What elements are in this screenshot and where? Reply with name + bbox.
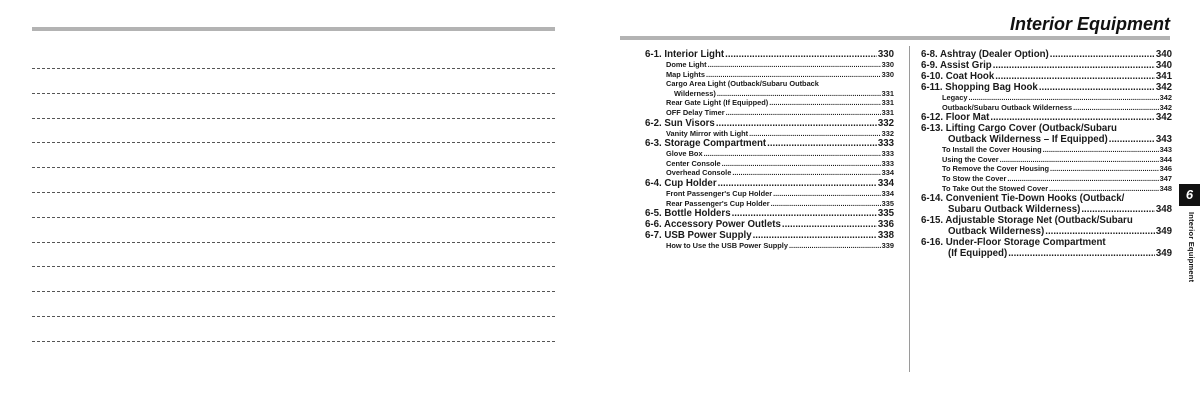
leader-dots — [1049, 184, 1159, 194]
toc-entry-label: To Stow the Cover — [942, 173, 1007, 183]
toc-entry-label: 6-13. Lifting Cargo Cover (Outback/Subaru — [921, 123, 1117, 135]
toc-entry[interactable] — [645, 189, 894, 199]
toc-entry-label: Front Passenger's Cup Holder — [666, 188, 773, 198]
toc-page-number: 349 — [1155, 226, 1172, 238]
note-line — [32, 192, 555, 193]
toc-page-number: 332 — [877, 117, 894, 129]
leader-dots — [990, 112, 1154, 123]
leader-dots — [718, 178, 877, 189]
toc-entry-label: Rear Gate Light (If Equipped) — [666, 98, 769, 108]
toc-entry-label: Cargo Area Light (Outback/Subaru Outback — [666, 79, 819, 89]
leader-dots — [1039, 82, 1155, 93]
leader-dots — [1050, 164, 1159, 174]
toc-page-number: 331 — [881, 88, 894, 98]
toc-page-number: 343 — [1155, 134, 1172, 146]
note-line — [32, 316, 555, 317]
toc-entry[interactable] — [645, 129, 894, 139]
toc-entry-label: 6-9. Assist Grip — [921, 60, 992, 71]
toc-entry-label: Dome Light — [666, 60, 707, 69]
toc-entry-label: 6-2. Sun Visors — [645, 117, 715, 129]
toc-page-number: 348 — [1155, 204, 1172, 216]
toc-entry-label: 6-8. Ashtray (Dealer Option) — [921, 49, 1049, 60]
note-line — [32, 142, 555, 143]
leader-dots — [706, 70, 881, 80]
toc-entry[interactable] — [921, 71, 1172, 82]
leader-dots — [749, 129, 881, 139]
toc-entry-label-continued: (If Equipped) — [948, 248, 1008, 260]
note-line — [32, 167, 555, 168]
toc-entry[interactable] — [921, 164, 1172, 174]
toc-page-number: 330 — [881, 69, 894, 79]
leader-dots — [704, 149, 881, 159]
leader-dots — [773, 189, 881, 199]
toc-entry[interactable] — [645, 70, 894, 80]
toc-entry-label: 6-10. Coat Hook — [921, 71, 995, 82]
toc-entry-label: 6-15. Adjustable Storage Net (Outback/Subaru — [921, 215, 1133, 227]
toc-page-number: 339 — [881, 241, 894, 251]
toc-page-number: 334 — [877, 177, 894, 189]
toc-entry[interactable] — [645, 168, 894, 178]
toc-page-number: 338 — [877, 230, 894, 242]
toc-page-number: 336 — [877, 219, 894, 231]
toc-entry-label: To Take Out the Stowed Cover — [942, 183, 1049, 193]
leader-dots — [993, 60, 1155, 71]
toc-entry[interactable] — [645, 178, 894, 189]
leader-dots — [726, 108, 881, 118]
chapter-side-label: Interior Equipment — [1187, 212, 1196, 283]
toc-entry-label-continued: Outback Wilderness) — [948, 226, 1045, 238]
toc-page-number: 341 — [1155, 71, 1172, 82]
toc-entry[interactable] — [645, 60, 894, 70]
toc-entry-label: To Remove the Cover Housing — [942, 164, 1050, 174]
toc-entry[interactable] — [921, 184, 1172, 194]
toc-entry-label: Center Console — [666, 158, 721, 168]
toc-page-number: 334 — [881, 168, 894, 178]
top-rule — [620, 36, 1170, 40]
leader-dots — [782, 219, 877, 230]
leader-dots — [732, 208, 877, 219]
leader-dots — [722, 159, 881, 169]
toc-page-number: 333 — [881, 158, 894, 168]
leader-dots — [771, 199, 881, 209]
toc-entry[interactable] — [921, 174, 1172, 184]
toc-entry[interactable] — [921, 215, 1172, 237]
toc-entry-label-continued: Wilderness) — [674, 88, 716, 98]
toc-entry[interactable] — [921, 123, 1172, 145]
toc-entry[interactable] — [921, 145, 1172, 155]
toc-entry[interactable] — [645, 118, 894, 129]
toc-entry[interactable] — [921, 155, 1172, 165]
toc-entry[interactable] — [921, 60, 1172, 71]
toc-entry[interactable] — [645, 208, 894, 219]
column-divider — [909, 46, 910, 372]
toc-entry-label: How to Use the USB Power Supply — [666, 241, 788, 251]
toc-page-number: 347 — [1159, 173, 1172, 183]
leader-dots — [1043, 145, 1159, 155]
toc-entry-label: 6-7. USB Power Supply — [645, 230, 752, 242]
toc-entry-label: Outback/Subaru Outback Wilderness — [942, 102, 1073, 112]
toc-entry[interactable] — [921, 103, 1172, 113]
toc-entry-label: Vanity Mirror with Light — [666, 128, 749, 138]
toc-page-number: 331 — [881, 107, 894, 117]
toc-entry-label: 6-12. Floor Mat — [921, 112, 990, 124]
toc-entry[interactable] — [645, 219, 894, 230]
toc-entry[interactable] — [921, 82, 1172, 93]
toc-entry-label: Map Lights — [666, 69, 706, 79]
leader-dots — [1050, 49, 1155, 60]
leader-dots — [968, 93, 1158, 103]
note-line — [32, 341, 555, 342]
leader-dots — [1109, 134, 1155, 145]
toc-entry[interactable] — [921, 112, 1172, 123]
toc-page-number: 335 — [877, 208, 894, 220]
leader-dots — [995, 71, 1155, 82]
toc-entry[interactable] — [921, 93, 1172, 103]
toc-entry[interactable] — [921, 237, 1172, 259]
note-line — [32, 291, 555, 292]
toc-entry[interactable] — [645, 230, 894, 241]
toc-entry[interactable] — [645, 159, 894, 169]
toc-entry[interactable] — [921, 193, 1172, 215]
toc-entry[interactable] — [645, 49, 894, 60]
leader-dots — [732, 168, 880, 178]
top-rule — [32, 27, 555, 31]
toc-entry-label: Glove Box — [666, 149, 703, 159]
toc-entry-label: 6-6. Accessory Power Outlets — [645, 219, 781, 231]
toc-entry-label: OFF Delay Timer — [666, 107, 725, 117]
toc-page-number: 348 — [1159, 183, 1172, 193]
toc-page-number: 343 — [1159, 145, 1172, 155]
leader-dots — [716, 118, 877, 129]
toc-page-number: 344 — [1159, 154, 1172, 164]
page-title: Interior Equipment — [1009, 14, 1170, 34]
leader-dots — [1045, 226, 1155, 237]
leader-dots — [1000, 155, 1159, 165]
toc-page-number: 332 — [881, 128, 894, 138]
toc-entry-label: Using the Cover — [942, 154, 999, 164]
toc-entry[interactable] — [645, 108, 894, 118]
toc-entry-label: Rear Passenger's Cup Holder — [666, 198, 770, 208]
toc-page-number: 335 — [881, 198, 894, 208]
toc-entry-label: 6-1. Interior Light — [645, 49, 725, 60]
toc-entry[interactable] — [645, 241, 894, 251]
note-line — [32, 118, 555, 119]
toc-entry-label: 6-14. Convenient Tie-Down Hooks (Outback/ — [921, 193, 1125, 205]
toc-page-number: 333 — [877, 138, 894, 150]
toc-entry-label: 6-5. Bottle Holders — [645, 208, 731, 220]
toc-page-number: 342 — [1159, 93, 1172, 102]
toc-page-number: 331 — [881, 98, 894, 108]
toc-page-number: 342 — [1159, 102, 1172, 112]
leader-dots — [725, 49, 877, 60]
toc-column-left — [645, 49, 894, 251]
leader-dots — [767, 138, 877, 149]
leader-dots — [708, 60, 881, 70]
toc-entry-label: Overhead Console — [666, 168, 732, 178]
toc-page-number: 334 — [881, 188, 894, 198]
toc-page-number: 342 — [1155, 112, 1172, 124]
toc-page-number: 349 — [1155, 248, 1172, 260]
leader-dots — [717, 89, 881, 99]
toc-entry-label: 6-3. Storage Compartment — [645, 138, 767, 150]
leader-dots — [789, 241, 881, 251]
leader-dots — [1073, 103, 1159, 113]
toc-entry[interactable] — [645, 79, 894, 98]
note-line — [32, 93, 555, 94]
leader-dots — [753, 230, 877, 241]
toc-entry-label: 6-16. Under-Floor Storage Compartment — [921, 237, 1106, 249]
leader-dots — [1007, 174, 1158, 184]
toc-entry-label: 6-4. Cup Holder — [645, 177, 717, 189]
note-line — [32, 68, 555, 69]
note-line — [32, 266, 555, 267]
chapter-tab[interactable]: 6 — [1179, 184, 1200, 206]
toc-column-right — [921, 49, 1172, 259]
toc-entry[interactable] — [645, 149, 894, 159]
toc-page-number: 330 — [877, 49, 894, 60]
toc-entry-label: 6-11. Shopping Bag Hook — [921, 82, 1038, 93]
note-line — [32, 217, 555, 218]
toc-entry[interactable] — [645, 138, 894, 149]
toc-entry-label-continued: Outback Wilderness – If Equipped) — [948, 134, 1108, 146]
toc-entry[interactable] — [645, 98, 894, 108]
toc-entry[interactable] — [921, 49, 1172, 60]
toc-page-number: 330 — [881, 60, 894, 69]
toc-entry-label: To Install the Cover Housing — [942, 145, 1042, 155]
leader-dots — [1008, 248, 1155, 259]
leader-dots — [769, 98, 880, 108]
toc-entry[interactable] — [645, 199, 894, 209]
leader-dots — [1081, 204, 1154, 215]
toc-page-number: 342 — [1155, 82, 1172, 93]
toc-page-number: 340 — [1155, 49, 1172, 60]
toc-page-number: 340 — [1155, 60, 1172, 71]
toc-entry-label-continued: Subaru Outback Wilderness) — [948, 204, 1081, 216]
toc-entry-label: Legacy — [942, 93, 968, 102]
toc-page-number: 333 — [881, 149, 894, 159]
toc-page — [600, 0, 1200, 402]
note-line — [32, 242, 555, 243]
toc-page-number: 346 — [1159, 164, 1172, 174]
